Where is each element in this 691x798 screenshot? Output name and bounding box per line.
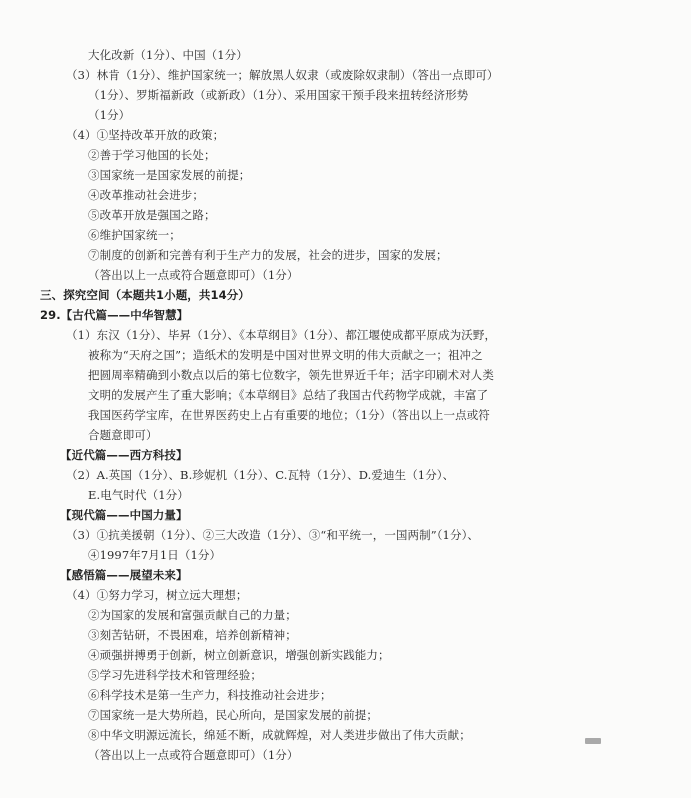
answer-line-29-4-note: （答出以上一点或符合题意即可）（1分）	[88, 748, 299, 762]
answer-line-29-1: （1）东汉（1分）、毕昇（1分）、《本草纲目》（1分）、都江堰使成都平原成为沃野，	[66, 328, 497, 342]
answer-line-28-2-tail: 大化改新（1分）、中国（1分）	[88, 48, 248, 62]
answer-line-29-3: （3）①抗美援朝（1分）、②三大改造（1分）、③“和平统一，一国两制”（1分）、	[66, 528, 480, 542]
answer-line-29-1-d: 文明的发展产生了重大影响；《本草纲目》总结了我国古代药物学成就，丰富了	[88, 388, 489, 402]
answer-line-29-2: （2）A.英国（1分）、B.珍妮机（1分）、C.瓦特（1分）、D.爱迪生（1分）、	[66, 468, 455, 482]
answer-line-28-4-7: ⑦制度的创新和完善有利于生产力的发展，社会的进步，国家的发展；	[88, 248, 448, 262]
answer-line-29-3-b: ④1997年7月1日（1分）	[88, 548, 222, 562]
answer-line-29-4-3: ③刻苦钻研，不畏困难，培养创新精神；	[88, 628, 297, 642]
answer-line-28-4-4: ④改革推动社会进步；	[88, 188, 204, 202]
answer-line-28-4-note: （答出以上一点或符合题意即可）（1分）	[88, 268, 299, 282]
answer-line-29-1-c: 把圆周率精确到小数点以后的第七位数字，领先世界近千年；活字印刷术对人类	[88, 368, 494, 382]
answer-line-28-4-6: ⑥维护国家统一；	[88, 228, 181, 242]
answer-line-28-3-cont: （1分）、罗斯福新政（或新政）（1分）、采用国家干预手段来扭转经济形势	[88, 88, 469, 102]
answer-line-29-1-b: 被称为“天府之国”；造纸术的发明是中国对世界文明的伟大贡献之一；祖冲之	[88, 348, 483, 362]
subsection-heading-future: 【感悟篇——展望未来】	[60, 568, 188, 582]
answer-line-28-4-5: ⑤改革开放是强国之路；	[88, 208, 216, 222]
answer-line-29-4-7: ⑦国家统一是大势所趋，民心所向，是国家发展的前提；	[88, 708, 378, 722]
answer-line-28-4-1: （4）①坚持改革开放的政策；	[66, 128, 225, 142]
question-29-heading: 29.【古代篇——中华智慧】	[40, 308, 189, 322]
answer-line-29-4-2: ②为国家的发展和富强贡献自己的力量；	[88, 608, 297, 622]
scan-mark	[585, 738, 601, 744]
answer-line-29-1-e: 我国医药学宝库，在世界医药史上占有重要的地位；（1分）（答出以上一点或符	[88, 408, 490, 422]
answer-line-28-3-score: （1分）	[88, 108, 131, 122]
answer-line-29-2-b: E.电气时代（1分）	[88, 488, 189, 502]
answer-line-28-3: （3）林肯（1分）、维护国家统一；解放黑人奴隶（或废除奴隶制）（答出一点即可）	[66, 68, 499, 82]
answer-line-29-1-f: 合题意即可）	[88, 428, 158, 442]
answer-line-29-4-8: ⑧中华文明源远流长，绵延不断，成就辉煌，对人类进步做出了伟大贡献；	[88, 728, 471, 742]
answer-line-29-4-1: （4）①努力学习，树立远大理想；	[66, 588, 248, 602]
answer-line-28-4-3: ③国家统一是国家发展的前提；	[88, 168, 251, 182]
answer-line-29-4-6: ⑥科学技术是第一生产力，科技推动社会进步；	[88, 688, 332, 702]
answer-line-29-4-4: ④顽强拼搏勇于创新，树立创新意识，增强创新实践能力；	[88, 648, 390, 662]
section-heading: 三、探究空间（本题共1小题，共14分）	[40, 288, 250, 302]
answer-line-28-4-2: ②善于学习他国的长处；	[88, 148, 216, 162]
subsection-heading-modern-science: 【近代篇——西方科技】	[60, 448, 188, 462]
answer-line-29-4-5: ⑤学习先进科学技术和管理经验；	[88, 668, 262, 682]
subsection-heading-china-power: 【现代篇——中国力量】	[60, 508, 188, 522]
